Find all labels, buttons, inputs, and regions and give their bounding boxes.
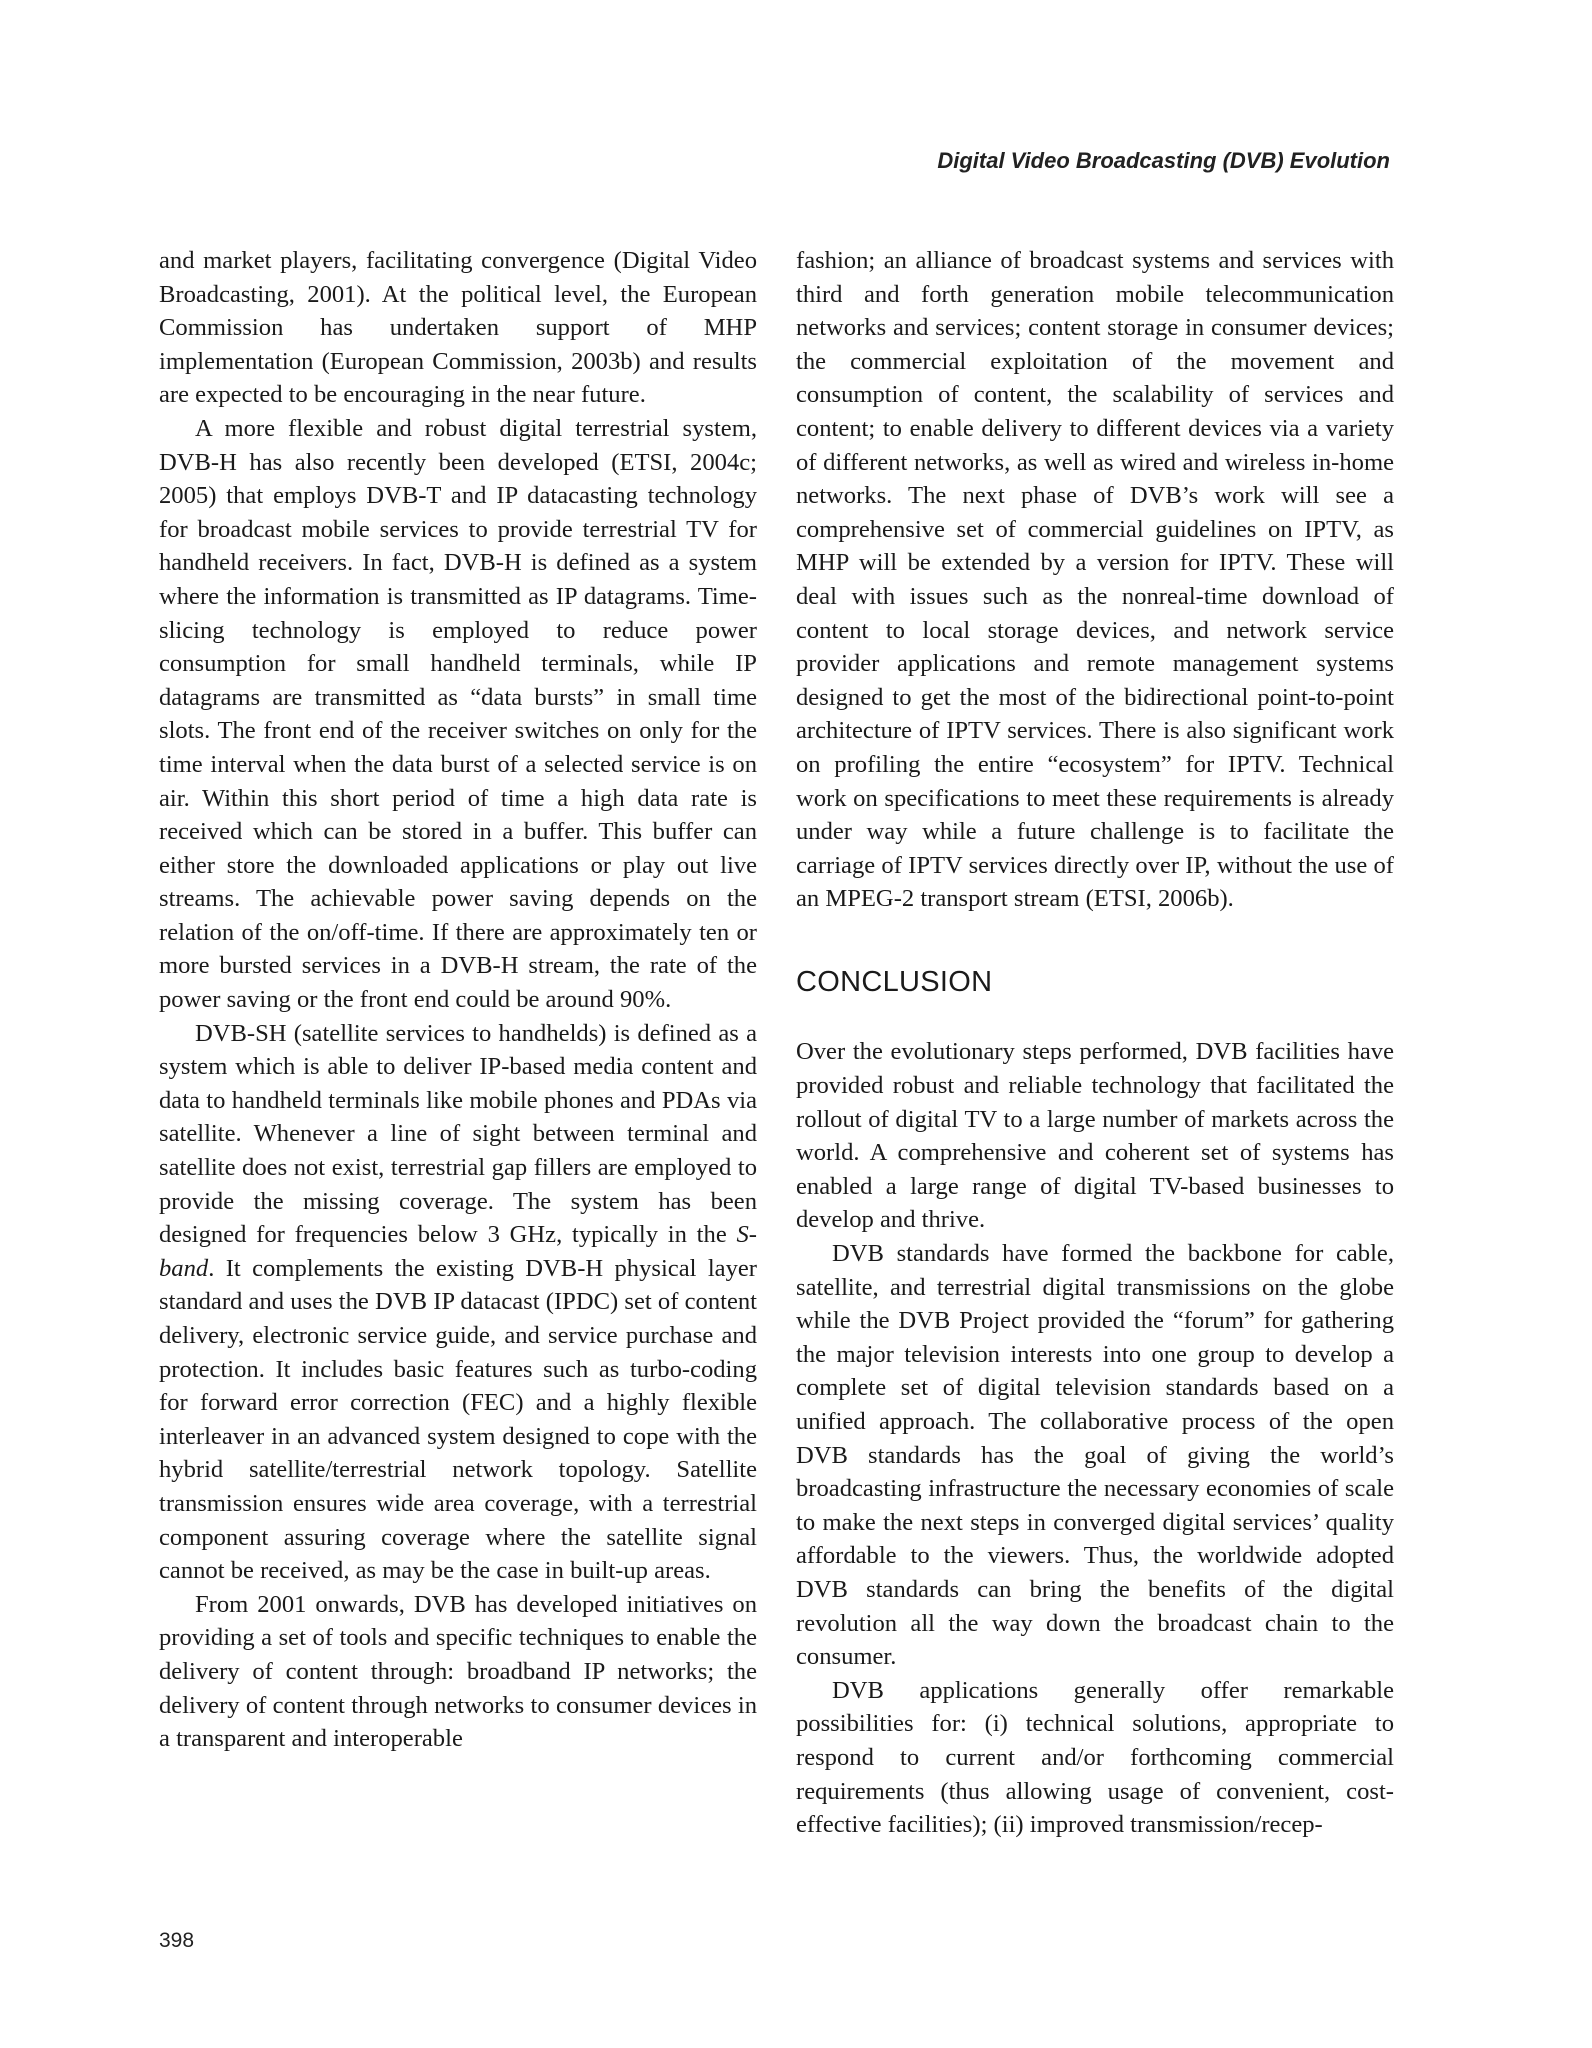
paragraph: DVB applications generally offer remarkable possibilities for: (i) technical solutions, appropriate to respond to current and/or forthcoming commercial requirements (thus allowing usage of convenient, cost-effective facilities); (ii) improved transmission/recep- <box>796 1676 1394 1839</box>
paragraph: DVB standards have formed the backbone for cable, satellite, and terrestrial digital transmissions on the globe while the DVB Project provided the “forum” for gathering the major television interests into one group to develop a complete set of digital television standards based on a unified approach. The collaborative process of the open DVB standards has the goal of giving the world’s broadcasting infrastructure the necessary economies of scale to make the next steps in converged digital services’ quality affordable to the viewers. Thus, the worldwide adopted DVB standards can bring the benefits of the digital revolution all the way down the broadcast chain to the consumer. <box>796 1240 1394 1671</box>
left-column <box>159 244 757 1756</box>
paragraph-text: DVB-SH (satellite services to handhelds) is defined as a system which is able to deliver IP-based media content and data to handheld terminals like mobile phones and PDAs via satellite. Whenever a line of sight between terminal and satellite does not exist, terrestrial gap fillers are employed to provide the missing coverage. The system has been designed for frequencies below 3 GHz, typically in the <box>159 1019 757 1249</box>
emphasis-term: S-band <box>159 1221 757 1282</box>
running-title: Digital Video Broadcasting (DVB) Evolution <box>937 148 1390 173</box>
section-heading: CONCLUSION <box>796 965 993 998</box>
paragraph: From 2001 onwards, DVB has developed initiatives on providing a set of tools and specific techniques to enable the delivery of content through: broadband IP networks; the delivery of content through networks to consumer devices in a transparent and interoperable <box>159 1590 757 1753</box>
paragraph: Over the evolutionary steps performed, DVB facilities have provided robust and reliable technology that facilitated the rollout of digital TV to a large number of markets across the world. A comprehensive and coherent set of systems has enabled a large range of digital TV-based businesses to develop and thrive. <box>796 1038 1394 1234</box>
paragraph <box>159 1017 757 1588</box>
page-number: 398 <box>159 1929 195 1952</box>
paragraph-text: . It complements the existing DVB-H physical layer standard and uses the DVB IP datacast (IPDC) set of content delivery, electronic service guide, and service purchase and protection. It includes basic features such as turbo-coding for forward error correction (FEC) and a highly flexible interleaver in an advanced system designed to cope with the hybrid satellite/terrestrial network topology. Satellite transmission ensures wide area coverage, with a terrestrial component assuring coverage where the satellite signal cannot be received, as may be the case in built-up areas. <box>159 1254 757 1585</box>
right-column <box>796 244 1394 1842</box>
paragraph: A more flexible and robust digital terrestrial system, DVB-H has also recently been developed (ETSI, 2004c; 2005) that employs DVB-T and IP datacasting technology for broadcast mobile services to provide terrestrial TV for handheld receivers. In fact, DVB-H is defined as a system where the information is transmitted as IP datagrams. Time-slicing technology is employed to reduce power consumption for small handheld terminals, while IP datagrams are transmitted as “data bursts” in small time slots. The front end of the receiver switches on only for the time interval when the data burst of a selected service is on air. Within this short period of time a high data rate is received which can be stored in a buffer. This buffer can either store the downloaded applications or play out live streams. The achievable power saving depends on the relation of the on/off-time. If there are approximately ten or more bursted services in a DVB-H stream, the rate of the power saving or the front end could be around 90%. <box>159 414 757 1014</box>
paragraph: and market players, facilitating convergence (Digital Video Broadcasting, 2001). At the political level, the European Commission has undertaken support of MHP implementation (European Commission, 2003b) and results are expected to be encouraging in the near future. <box>159 247 757 409</box>
paragraph: fashion; an alliance of broadcast systems and services with third and forth generation mobile telecommunication networks and services; content storage in consumer devices; the commercial exploitation of the movement and consumption of content, the scalability of services and content; to enable delivery to different devices via a variety of different networks, as well as wired and wireless in-home networks. The next phase of DVB’s work will see a comprehensive set of commercial guidelines on IPTV, as MHP will be extended by a version for IPTV. These will deal with issues such as the nonreal-time download of content to local storage devices, and network service provider applications and remote management systems designed to get the most of the bidirectional point-to-point architecture of IPTV services. There is also significant work on profiling the entire “ecosystem” for IPTV. Technical work on specifications to meet these requirements is already under way while a future challenge is to facilitate the carriage of IPTV services directly over IP, without the use of an MPEG-2 transport stream (ETSI, 2006b). <box>796 247 1394 913</box>
